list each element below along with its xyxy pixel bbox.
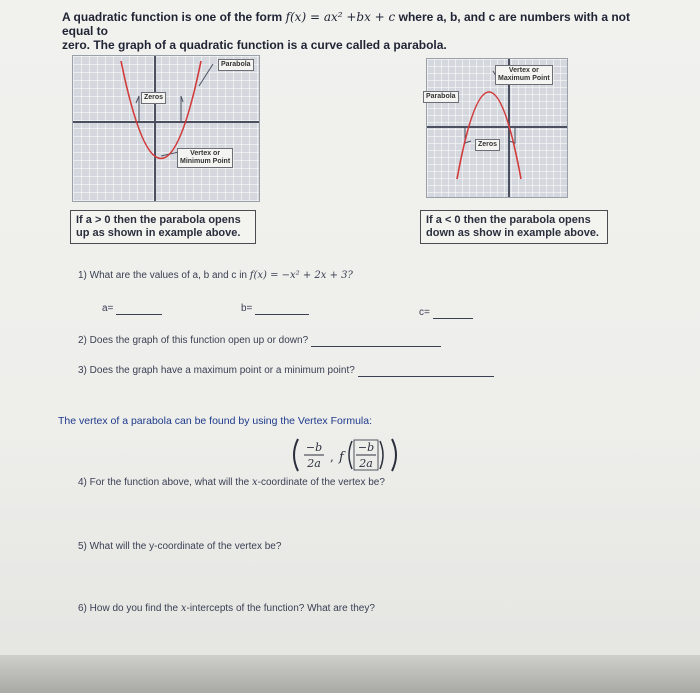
answer-a[interactable] xyxy=(102,303,162,315)
upward-parabola-graph xyxy=(72,55,260,202)
answer-a-blank[interactable] xyxy=(116,304,162,315)
question-5: 5) What will the y-coordinate of the vertex be? xyxy=(78,541,282,552)
question-4: 4) For the function above, what will the x-coordinate of the vertex be? xyxy=(78,477,385,488)
answer-b-label: b= xyxy=(241,303,253,314)
answer-b[interactable] xyxy=(241,303,309,315)
label-parabola: Parabola xyxy=(423,91,459,103)
label-vertex-maximum: Vertex or Maximum Point xyxy=(495,65,553,85)
answer-c[interactable] xyxy=(419,307,473,319)
question-1-formula: f(x) = −x² + 2x + 3? xyxy=(249,270,353,281)
question-2 xyxy=(78,335,441,347)
question-1 xyxy=(78,270,353,282)
question-2-text: 2) Does the graph of this function open up or down? xyxy=(78,335,309,346)
vertex-formula xyxy=(290,435,400,475)
rule-left-line2: up as shown in example above. xyxy=(76,227,241,239)
formula-paren-left xyxy=(294,439,298,471)
intro-text-2: where a, b, and c are numbers with a not equal to xyxy=(62,10,631,38)
intro-text-3: zero. The graph of a quadratic function is a curve called a parabola. xyxy=(62,38,447,52)
answer-c-blank[interactable] xyxy=(433,308,473,319)
downward-parabola-graph xyxy=(426,58,568,198)
answer-b-blank[interactable] xyxy=(255,304,309,315)
question-3 xyxy=(78,365,494,377)
answer-2-blank[interactable] xyxy=(311,336,441,347)
formula-numerator-1: −b xyxy=(305,441,323,454)
intro-formula: f(x) = ax² +bx + c xyxy=(285,10,396,24)
rule-left-line1: If a > 0 then the parabola opens xyxy=(76,214,241,226)
label-zeros: Zeros xyxy=(475,139,500,151)
formula-denominator-2: 2a xyxy=(359,457,373,470)
formula-denominator-1: 2a xyxy=(307,457,321,470)
question-6: 6) How do you find the x-intercepts of the function? What are they? xyxy=(78,603,375,614)
formula-comma: , xyxy=(330,450,334,464)
intro-paragraph xyxy=(62,10,662,52)
label-zeros: Zeros xyxy=(141,92,166,104)
formula-paren-right xyxy=(392,439,396,471)
rule-box-a-positive xyxy=(70,210,256,244)
formula-inner-paren-left xyxy=(349,441,352,469)
formula-f: f xyxy=(339,450,344,465)
answer-a-label: a= xyxy=(102,303,114,314)
label-vertex-minimum: Vertex or Minimum Point xyxy=(177,148,233,168)
upward-parabola-svg xyxy=(73,56,259,201)
rule-right-line1: If a < 0 then the parabola opens xyxy=(426,214,591,226)
formula-numerator-2: −b xyxy=(357,441,375,454)
grid-background xyxy=(73,56,259,201)
intro-text-1: A quadratic function is one of the form xyxy=(62,10,286,24)
rule-right-line2: down as show in example above. xyxy=(426,227,599,239)
rule-box-a-negative xyxy=(420,210,608,244)
formula-inner-paren-right xyxy=(380,441,383,469)
photo-bottom-shadow xyxy=(0,655,700,693)
answer-3-blank[interactable] xyxy=(358,366,494,377)
question-1-text: 1) What are the values of a, b and c in xyxy=(78,270,250,281)
vertex-formula-title: The vertex of a parabola can be found by using the Vertex Formula: xyxy=(58,415,373,427)
answer-c-label: c= xyxy=(419,307,430,318)
label-parabola: Parabola xyxy=(218,59,254,71)
question-3-text: 3) Does the graph have a maximum point or a minimum point? xyxy=(78,365,355,376)
